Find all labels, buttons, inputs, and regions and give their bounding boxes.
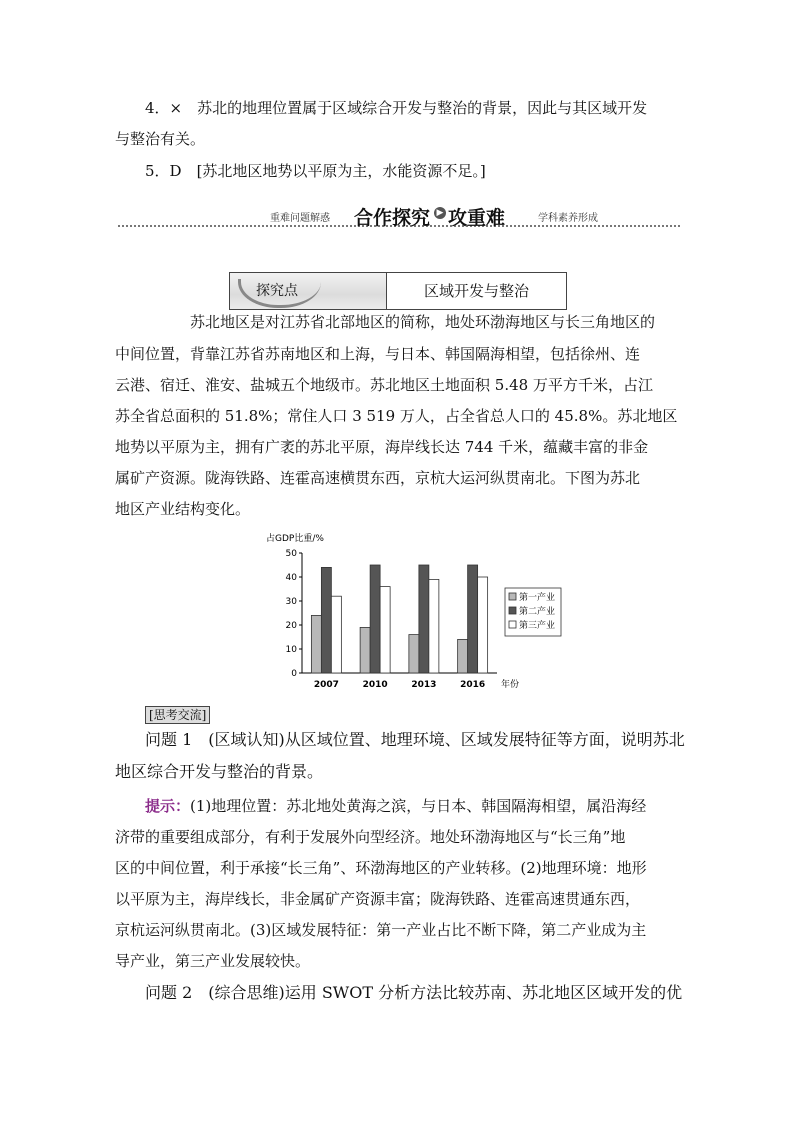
y-tick-label: 0	[291, 669, 297, 679]
y-axis-label: 占GDP比重/%	[266, 534, 324, 544]
material-line: 苏全省总面积的 51.8%；常住人口 3 519 万人，占全省总人口的 45.8%。苏北地区	[115, 407, 678, 425]
section-banner	[118, 203, 680, 227]
y-tick-label: 30	[285, 597, 297, 607]
bar	[468, 565, 478, 673]
bar	[311, 615, 321, 673]
x-axis-label: 年份	[501, 680, 520, 690]
legend-entry: 第三产业	[519, 621, 556, 631]
material-line: 中间位置，背靠江苏省苏南地区和上海，与日本、韩国隔海相望，包括徐州、连	[115, 345, 641, 363]
material-line: 地区产业结构变化。	[115, 500, 251, 518]
bar	[458, 639, 468, 673]
banner-arrow-icon: ▶	[434, 207, 446, 219]
y-tick-label: 40	[285, 573, 297, 583]
section-title: 区域开发与整治	[423, 282, 529, 300]
bar	[331, 596, 341, 673]
hint-line: 济带的重要组成部分，有利于发展外向型经济。地处环渤海地区与“长三角”地	[115, 828, 626, 846]
bar	[321, 567, 331, 673]
section-box	[229, 272, 567, 310]
material-line: 地势以平原为主，拥有广袤的苏北平原，海岸线长达 744 千米，蕴藏丰富的非金	[115, 438, 649, 456]
hint-line: 区的中间位置，利于承接“长三角”、环渤海地区的产业转移。(2)地理环境：地形	[115, 859, 647, 877]
y-tick-label: 50	[285, 549, 297, 559]
hint-line: 京杭运河纵贯南北。(3)区域发展特征：第一产业占比不断下降，第二产业成为主	[115, 921, 647, 939]
banner-title-2: 攻重难	[448, 207, 506, 229]
bar	[370, 565, 380, 673]
legend-swatch	[509, 621, 516, 628]
material-line: 苏北地区是对江苏省北部地区的简称，地处环渤海地区与长三角地区的	[190, 313, 656, 331]
y-tick-label: 10	[285, 645, 297, 655]
banner-left-text: 重难问题解惑	[270, 213, 330, 224]
hint-line: 导产业，第三产业发展较快。	[115, 952, 311, 970]
legend-swatch	[509, 593, 516, 600]
bar	[360, 627, 370, 673]
material-line: 云港、宿迁、淮安、盐城五个地级市。苏北地区土地面积 5.48 万平方千米，占江	[115, 376, 653, 394]
bar	[478, 577, 488, 673]
x-tick-label: 2016	[460, 680, 486, 690]
legend-entry: 第二产业	[519, 607, 556, 617]
x-tick-label: 2013	[411, 680, 437, 690]
hint-line1	[145, 796, 646, 816]
question-1-line2: 地区综合开发与整治的背景。	[115, 762, 324, 781]
question-2-line1: 问题 2 (综合思维)运用 SWOT 分析方法比较苏南、苏北地区区域开发的优	[145, 983, 683, 1002]
legend-swatch	[509, 607, 516, 614]
banner-title-1: 合作探究	[354, 207, 431, 229]
legend-entry: 第一产业	[519, 593, 556, 603]
banner-right-text: 学科素养形成	[538, 213, 598, 224]
bar	[429, 579, 439, 673]
hint-label: 提示：	[145, 797, 191, 815]
section-label: 探究点	[256, 283, 298, 299]
bar	[409, 635, 419, 673]
answer-5: 5．D [苏北地区地势以平原为主，水能资源不足。]	[145, 162, 486, 180]
x-tick-label: 2010	[362, 680, 388, 690]
material-line: 属矿产资源。陇海铁路、连霍高速横贯东西，京杭大运河纵贯南北。下图为苏北	[115, 469, 641, 487]
y-tick-label: 20	[285, 621, 297, 631]
bar	[380, 587, 390, 673]
x-tick-label: 2007	[313, 680, 339, 690]
industry-structure-chart	[262, 530, 562, 695]
think-exchange-label: [思考交流]	[145, 706, 210, 724]
answer-4-line1: 4．× 苏北的地理位置属于区域综合开发与整治的背景，因此与其区域开发	[145, 99, 648, 117]
hint-line: 以平原为主，海岸线长，非金属矿产资源丰富；陇海铁路、连霍高速贯通东西，	[115, 890, 641, 908]
bar	[419, 565, 429, 673]
question-1-line1: 问题 1 (区域认知)从区域位置、地理环境、区域发展特征等方面，说明苏北	[145, 730, 685, 749]
hint-text: (1)地理位置：苏北地处黄海之滨，与日本、韩国隔海相望，属沿海经	[190, 797, 647, 815]
section-label-cell	[230, 273, 387, 309]
answer-4-line2: 与整治有关。	[115, 130, 206, 148]
